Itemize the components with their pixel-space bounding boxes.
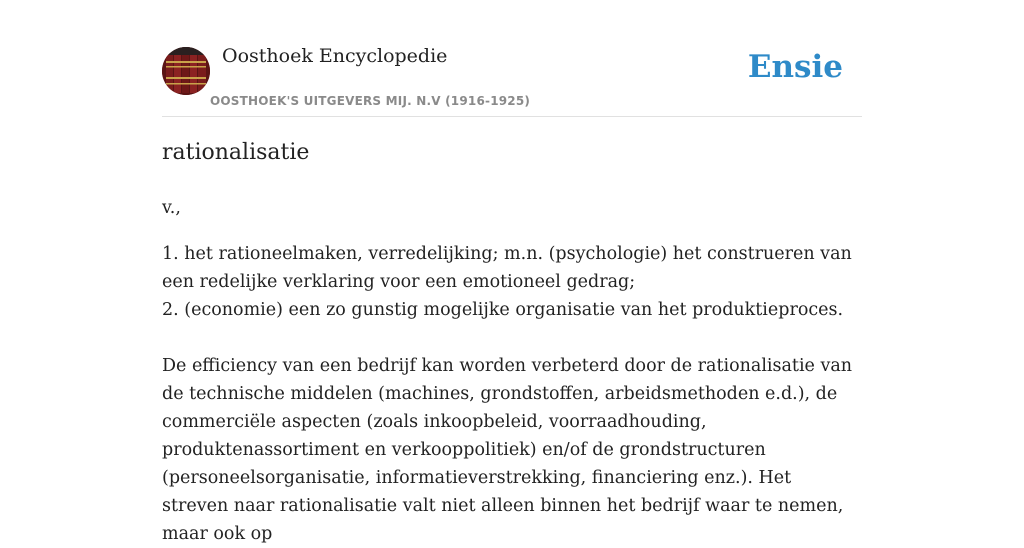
- encyclopedia-avatar[interactable]: [162, 47, 210, 95]
- definition-1: 1. het rationeelmaken, verredelijking; m.n. (psychologie) het construeren van een redelijke verklaring voor een emotioneel gedrag;: [162, 244, 852, 292]
- book-spines-icon: [162, 47, 210, 95]
- grammar-note: v.,: [162, 198, 181, 218]
- page: [162, 0, 862, 544]
- ensie-logo[interactable]: Ensie: [747, 49, 843, 85]
- site-title[interactable]: Oosthoek Encyclopedie: [222, 45, 448, 67]
- definition-2: 2. (economie) een zo gunstig mogelijke organisatie van het produktieproces.: [162, 300, 844, 320]
- site-header: [162, 0, 862, 117]
- entry-title: rationalisatie: [162, 140, 310, 165]
- entry-paragraph: De efficiency van een bedrijf kan worden verbeterd door de rationalisatie van de technische middelen (machines, grondstoffen, arbeidsmethoden e.d.), de commerciële aspecten (zoals inkoopbeleid, voorraadhouding, produktenassortiment en verkooppolitiek) en/of de grondstructuren (personeelsorganisatie, informatieverstrekking, financiering enz.). Het streven naar rationalisatie valt niet alleen binnen het bedrijf waar te nemen, maar ook op: [162, 356, 853, 544]
- entry-body: [162, 194, 862, 548]
- publisher-label: OOSTHOEK'S UITGEVERS MIJ. N.V (1916-1925): [210, 94, 531, 108]
